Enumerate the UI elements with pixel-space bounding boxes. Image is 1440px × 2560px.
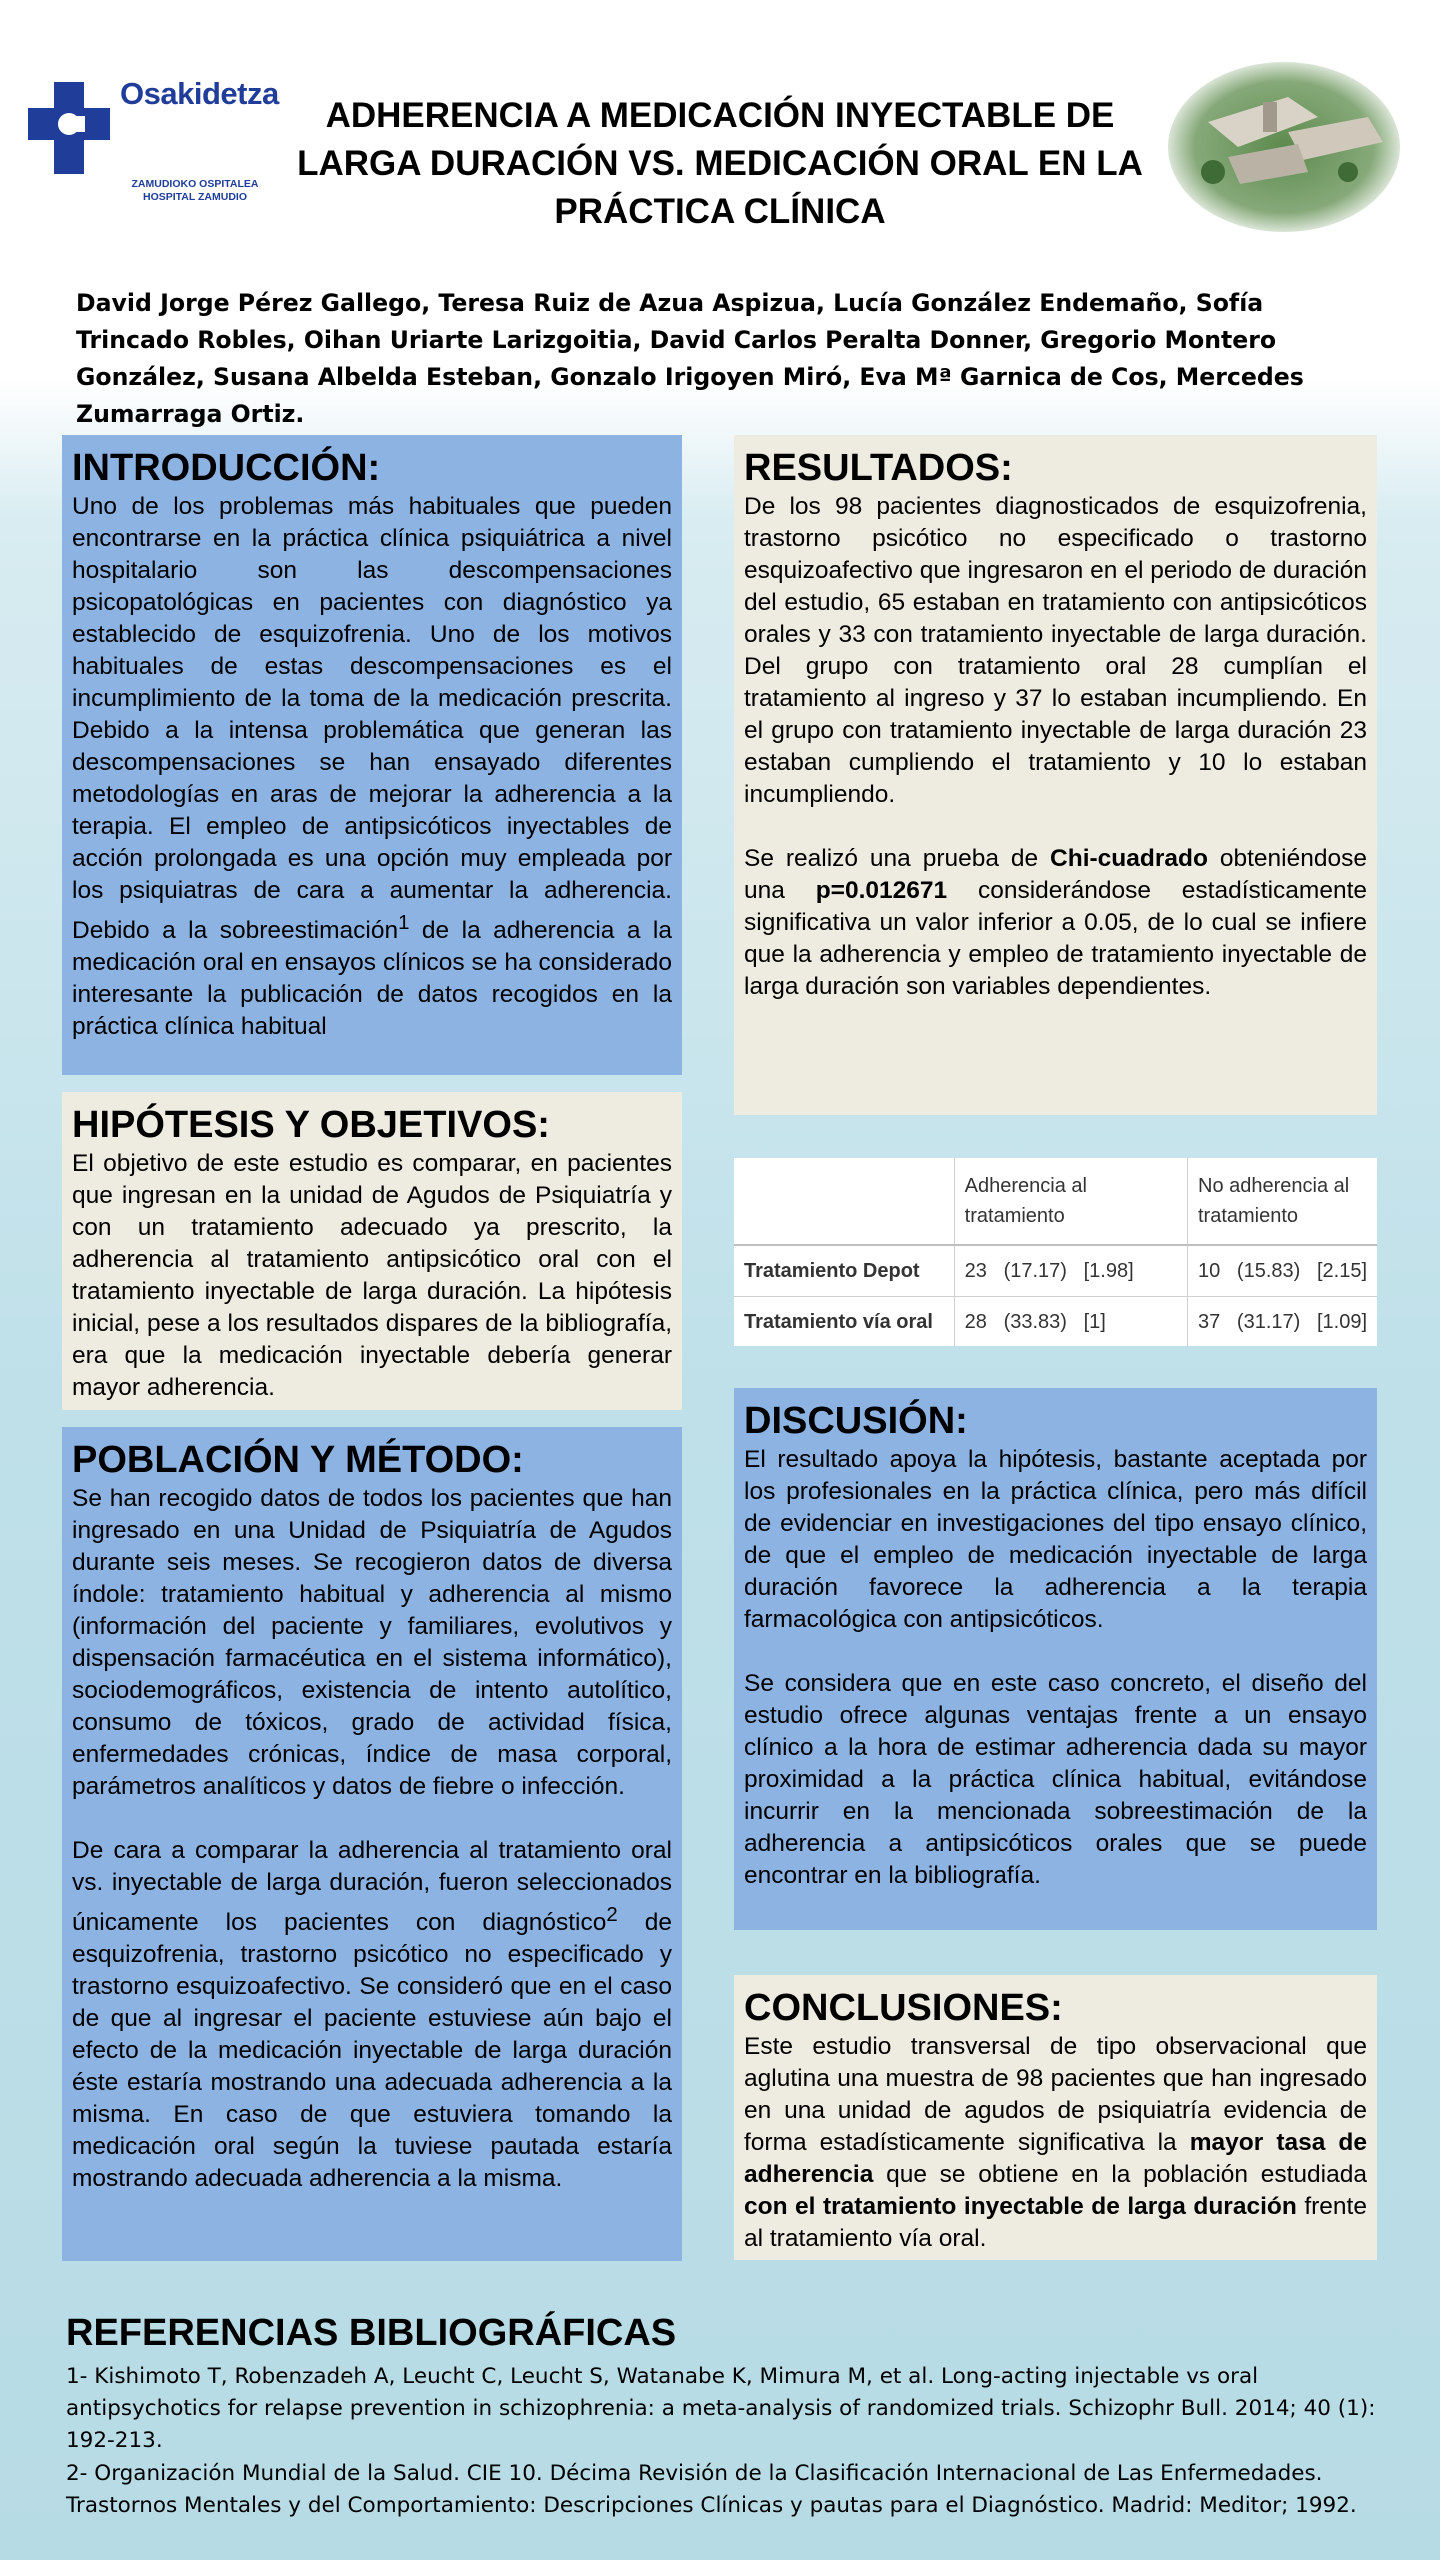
reference-item-2: 2- Organización Mundial de la Salud. CIE 10. Décima Revisión de la Clasificación Internacional de Las Enfermedades. Trastornos Mentales y del Comportamiento: Descripciones Clínicas y pautas para el Diagnóstico. Madrid: Meditor; 1992. (66, 2461, 1357, 2518)
logo-brand-text: Osakidetza (120, 76, 279, 111)
reference-superscript-2: 2 (606, 1904, 618, 1926)
hospital-aerial-photo-icon (1168, 62, 1400, 232)
hypothesis-text: El objetivo de este estudio es comparar, en pacientes que ingresan en la unidad de Agudos de Psiquiatría y con un tratamiento adecuado ya prescrito, la adherencia al tratamiento antipsicótico oral con el tratamiento inyectable de larga duración. La hipótesis inicial, pese a los resultados dispares de la bibliografía, era que la medicación inyectable debería generar mayor adherencia. (72, 1150, 672, 1401)
results-p2-a: Se realizó una prueba de (744, 845, 1051, 872)
results-paragraph-2 (744, 843, 1367, 1003)
conclusions-part-a: Este estudio transversal de tipo observacional que aglutina una muestra de 98 pacientes que han ingresado en una unidad de agudos de psiquiatría evidencia de forma estadísticamente significativa la (744, 2033, 1367, 2156)
osakidetza-logo (28, 70, 298, 220)
method-paragraph-2-part2: de esquizofrenia, trastorno psicótico no especificado y trastorno esquizoafectivo. Se consideró que en el caso de que al ingresar el paciente estuviese aún bajo el efecto de la medicación inyectable de larga duración éste estaría mostrando una adecuada adherencia a la misma. En caso de que estuviera tomando la medicación oral según la tuviese pautada estaría mostrando adecuada adherencia a la misma. (72, 1909, 672, 2193)
table-cell: 10 (15.83) [2.15] (1188, 1245, 1378, 1297)
results-p2-c: obteniéndose una (744, 845, 1367, 904)
references-heading: REFERENCIAS BIBLIOGRÁFICAS (66, 2312, 677, 2354)
logo-subtitle-line2: HOSPITAL ZAMUDIO (142, 191, 248, 203)
introduction-heading: INTRODUCCIÓN: (72, 447, 381, 489)
method-heading: POBLACIÓN Y MÉTODO: (72, 1439, 524, 1481)
table-header-non-adherence: No adherencia al tratamiento (1188, 1158, 1378, 1245)
conclusions-section (734, 1975, 1377, 2260)
table-cell: 37 (31.17) [1.09] (1198, 1310, 1367, 1333)
osakidetza-cross-icon (28, 82, 110, 174)
introduction-text-part2: de la adherencia a la medicación oral en ensayos clínicos se ha considerado interesante la publicación de datos recogidos en la práctica clínica habitual (72, 917, 673, 1041)
contingency-table-grid (734, 1158, 1377, 1347)
conclusions-part-c: que se obtiene en la población estudiada (873, 2161, 1367, 2188)
poster-title: ADHERENCIA A MEDICACIÓN INYECTABLE DE LARGA DURACIÓN VS. MEDICACIÓN ORAL EN LA PRÁCTICA CLÍNICA (297, 96, 1143, 231)
hypothesis-section (62, 1092, 682, 1410)
introduction-text-part1: Uno de los problemas más habituales que pueden encontrarse en la práctica clínica psiquiátrica a nivel hospitalario son las descompensaciones psicopatológicas en pacientes con diagnóstico ya establecido de esquizofrenia. Uno de los motivos habituales de estas descompensaciones es el incumplimiento de la toma de la medicación prescrita. Debido a la intensa problemática que generan las descompensaciones se han ensayado diferentes metodologías en aras de mejorar la adherencia a la terapia. El empleo de antipsicóticos inyectables de acción prolongada es una opción muy empleada por los psiquiatras de cara a aumentar la adherencia. Debido a la sobreestimación (72, 493, 672, 945)
conclusions-bold-1: mayor tasa de adherencia (744, 2129, 1367, 2188)
conclusions-heading: CONCLUSIONES: (744, 1987, 1063, 2029)
discussion-paragraph-2: Se considera que en este caso concreto, el diseño del estudio ofrece algunas ventajas frente a un ensayo clínico a la hora de estimar adherencia dada su mayor proximidad a la práctica clínica habitual, evitándose incurrir en la mencionada sobreestimación de la adherencia a antipsicóticos orales que se puede encontrar en la bibliografía. (744, 1670, 1367, 1889)
table-row (734, 1245, 1377, 1297)
table-header-row (734, 1158, 1377, 1245)
method-paragraph-2-part1: De cara a comparar la adherencia al tratamiento oral vs. inyectable de larga duración, fueron seleccionados únicamente los pacientes con diagnóstico (72, 1837, 672, 1937)
discussion-paragraph-1: El resultado apoya la hipótesis, bastante aceptada por los profesionales en la práctica clínica, pero más difícil de evidenciar en investigaciones del tipo ensayo clínico, de que el empleo de medicación inyectable de larga duración favorece la adherencia a la terapia farmacológica con antipsicóticos. (744, 1446, 1367, 1633)
table-header-adherence: Adherencia al tratamiento (954, 1158, 1187, 1245)
conclusions-bold-2: con el tratamiento inyectable de larga duración (744, 2193, 1297, 2220)
reference-item-1: 1- Kishimoto T, Robenzadeh A, Leucht C, Leucht S, Watanabe K, Mimura M, et al. Long-acting injectable vs oral antipsychotics for relapse prevention in schizophrenia: a meta-analysis of randomized trials. Schizophr Bull. 2014; 40 (1): 192-213. (66, 2364, 1376, 2453)
table-row-label: Tratamiento Depot (734, 1245, 954, 1297)
table-cell: 23 (17.17) [1.98] (954, 1245, 1187, 1297)
table-row (734, 1297, 1377, 1348)
table-header-empty (734, 1158, 954, 1245)
method-paragraph-2 (72, 1835, 672, 2195)
logo-subtitle (120, 178, 270, 204)
table-cell: 28 (33.83) [1] (954, 1297, 1187, 1348)
authors-list: David Jorge Pérez Gallego, Teresa Ruiz de Azua Aspizua, Lucía González Endemaño, Sofía Trincado Robles, Oihan Uriarte Larizgoitia, David Carlos Peralta Donner, Gregorio Montero González, Susana Albelda Esteban, Gonzalo Irigoyen Miró, Eva Mª Garnica de Cos, Mercedes Zumarraga Ortiz. (76, 289, 1304, 428)
p-value: p=0.012671 (815, 877, 948, 904)
reference-superscript-1: 1 (398, 912, 410, 934)
results-section (734, 435, 1377, 1115)
table-row-label: Tratamiento vía oral (734, 1297, 954, 1348)
discussion-section (734, 1388, 1377, 1930)
method-section (62, 1427, 682, 2261)
discussion-heading: DISCUSIÓN: (744, 1400, 968, 1442)
introduction-section (62, 435, 682, 1075)
results-paragraph-1: De los 98 pacientes diagnosticados de esquizofrenia, trastorno psicótico no especificado o trastorno esquizoafectivo que ingresaron en el periodo de duración del estudio, 65 estaban en tratamiento con antipsicóticos orales y 33 con tratamiento inyectable de larga duración. Del grupo con tratamiento oral 28 cumplían el tratamiento al ingreso y 37 lo estaban incumpliendo. En el grupo con tratamiento inyectable de larga duración 23 estaban cumpliendo el tratamiento y 10 lo estaban incumpliendo. (744, 493, 1367, 808)
chi-square-label: Chi-cuadrado (1050, 845, 1208, 872)
conclusions-part-e: frente al tratamiento vía oral. (744, 2193, 1367, 2252)
introduction-text (72, 491, 672, 1043)
method-paragraph-1: Se han recogido datos de todos los pacientes que han ingresado en una Unidad de Psiquiatría de Agudos durante seis meses. Se recogieron datos de diversa índole: tratamiento habitual y adherencia al mismo (información del paciente y familiares, evolutivos y dispensación farmacéutica en el sistema informático), sociodemográficos, existencia de intento autolítico, consumo de tóxicos, grado de actividad física, enfermedades crónicas, índice de masa corporal, parámetros analíticos y datos de fiebre o infección. (72, 1485, 672, 1800)
logo-subtitle-line1: ZAMUDIOKO OSPITALEA (131, 178, 259, 190)
results-p2-e: considerándose estadísticamente significativa un valor inferior a 0.05, de lo cual se infiere que la adherencia y empleo de tratamiento inyectable de larga duración son variables dependientes. (744, 877, 1367, 1000)
contingency-table (734, 1158, 1377, 1346)
hypothesis-heading: HIPÓTESIS Y OBJETIVOS: (72, 1104, 550, 1146)
conclusions-text (744, 2031, 1367, 2255)
results-heading: RESULTADOS: (744, 447, 1013, 489)
